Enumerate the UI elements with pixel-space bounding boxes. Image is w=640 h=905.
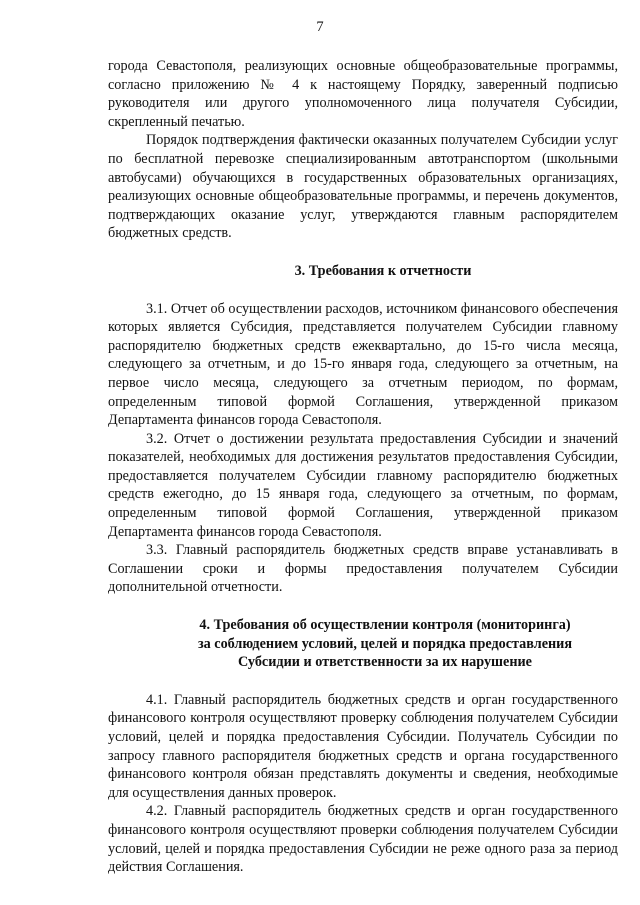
paragraph-4-2: 4.2. Главный распорядитель бюджетных средств и орган государственного финансового контроля осуществляют проверки соблюдения получателем Субсидии условий, целей и порядка предоставления Субсидии не реже одного раза за период действия Соглашения. bbox=[108, 803, 618, 876]
section-3-heading: 3. Требования к отчетности bbox=[294, 262, 472, 279]
paragraph-4-1: 4.1. Главный распорядитель бюджетных средств и орган государственного финансового контроля осуществляют проверку соблюдения получателем Субсидии условий, целей и порядка предоставления Субсидии. Получатель Субсидии по запросу главного распорядителя бюджетных средств и органа государственного финансового контроля обязан представлять документы и сведения, необходимые для осуществления данных проверок. bbox=[108, 691, 618, 801]
section-4-heading-line-1: 4. Требования об осуществлении контроля (мониторинга) bbox=[199, 617, 571, 634]
page-number: 7 bbox=[316, 19, 324, 35]
paragraph-3-3: 3.3. Главный распорядитель бюджетных средств вправе устанавливать в Соглашении сроки и формы предоставления получателем Субсидии дополнительной отчетности. bbox=[108, 542, 618, 596]
section-4-heading-line-2: за соблюдением условий, целей и порядка предоставления bbox=[197, 635, 573, 652]
paragraph-continuation: города Севастополя, реализующих основные общеобразовательные программы, согласно приложению № 4 к настоящему Порядку, заверенный подписью руководителя или другого уполномоченного лица получателя Субсидии, скрепленный печатью. bbox=[108, 58, 618, 130]
paragraph-3-2: 3.2. Отчет о достижении результата предоставления Субсидии и значений показателей, необходимых для достижения результатов предоставления Субсидии, предоставляется получателем Субсидии главному распорядителю бюджетных средств ежегодно, до 15 января года, следующего за отчетным, по формам, определенным типовой формой Соглашения, утвержденной приказом Департамента финансов города Севастополя. bbox=[108, 430, 618, 540]
paragraph-confirmation-procedure: Порядок подтверждения фактически оказанных получателем Субсидии услуг по бесплатной перевозке специализированным автотранспортом (школьными автобусами) обучающихся в государственных образовательных организациях, реализующих основные общеобразовательные программы, и перечень документов, подтверждающих оказание услуг, утверждаются главным распорядителем бюджетных средств. bbox=[108, 132, 618, 242]
paragraph-3-1: 3.1. Отчет об осуществлении расходов, источником финансового обеспечения которых является Субсидия, представляется получателем Субсидии главному распорядителю бюджетных средств ежеквартально, до 15-го числа месяца, следующего за отчетным, и до 15-го января года, следующего за отчетным, на первое число месяца, следующего за отчетным периодом, по формам, определенным типовой формой Соглашения, утвержденной приказом Департамента финансов города Севастополя. bbox=[108, 300, 618, 429]
document-body bbox=[108, 57, 618, 877]
section-4-heading-line-3: Субсидии и ответственности за их нарушение bbox=[238, 654, 532, 671]
section-4-heading bbox=[108, 616, 618, 672]
